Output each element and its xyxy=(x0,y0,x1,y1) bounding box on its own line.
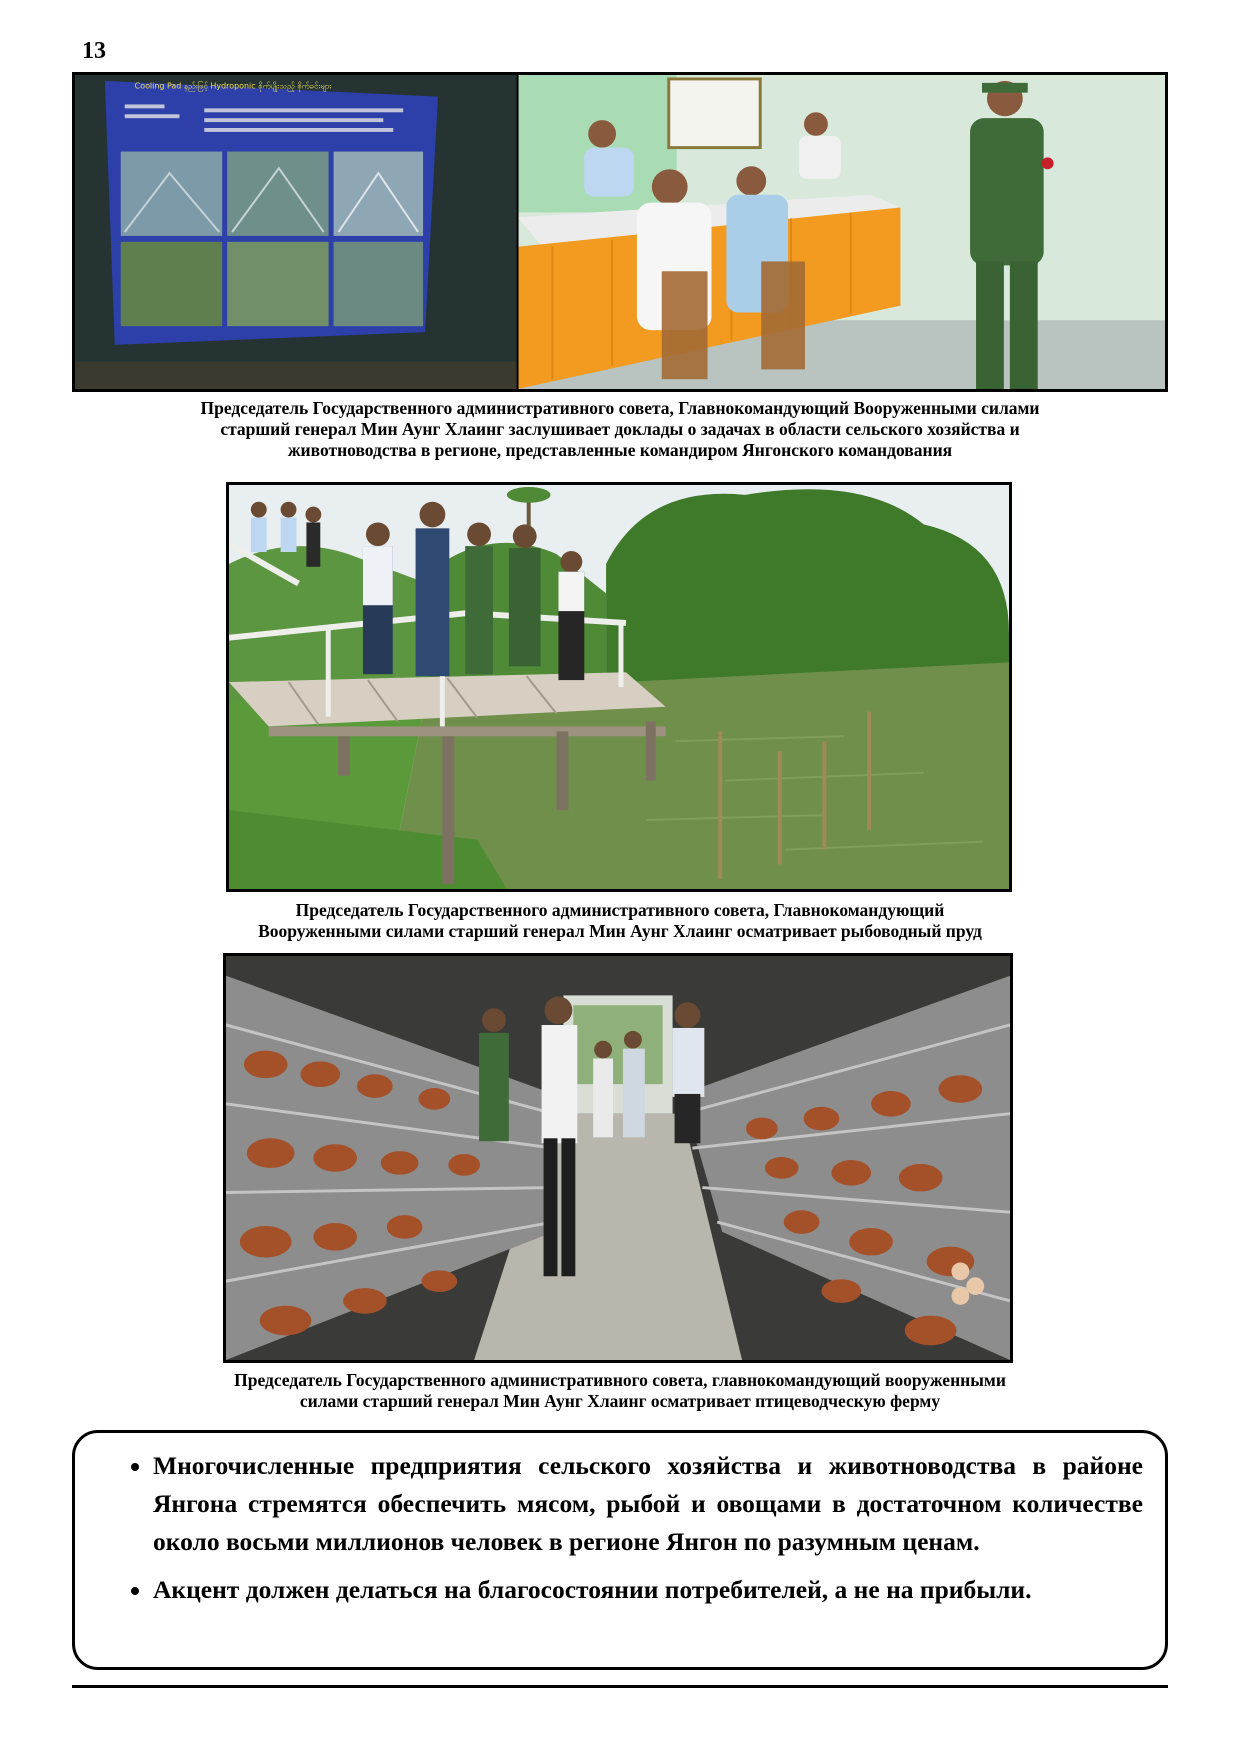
caption-line: силами старший генерал Мин Аунг Хлаинг осматривает птицеводческую ферму xyxy=(299,1391,941,1411)
caption-line: животноводства в регионе, представленные командиром Янгонского командования xyxy=(287,440,953,460)
photo-fish-pond xyxy=(226,482,1012,892)
page-number: 13 xyxy=(82,38,106,64)
caption-line: Председатель Государственного административного совета, главнокомандующий вооруженными xyxy=(234,1370,1006,1390)
bottom-rule xyxy=(72,1685,1168,1688)
caption-line: старший генерал Мин Аунг Хлаинг заслушивает доклады о задачах в области сельского хозяйства и xyxy=(220,419,1020,439)
fish-pond-illustration xyxy=(229,485,1009,889)
photo-briefing xyxy=(72,72,1168,392)
key-point: • Многочисленные предприятия сельского хозяйства и животноводства в районе Янгона стремятся обеспечить мясом, рыбой и овощами в достаточном количестве около восьми миллионов человек в регионе Янгон по разумным ценам. xyxy=(153,1447,1143,1561)
slide-title: Cooling Pad နည်းဖြင့် Hydroponic စိုက်ပျိုးသည့် စိုက်ခင်းများ xyxy=(134,81,332,91)
poultry-farm-illustration xyxy=(226,956,1010,1360)
key-point: • Акцент должен делаться на благосостоянии потребителей, а не на прибыли. xyxy=(153,1571,1143,1609)
key-points-box xyxy=(72,1430,1168,1670)
caption-fish-pond xyxy=(100,900,1140,942)
caption-line: Председатель Государственного административного совета, Главнокомандующий xyxy=(295,900,945,920)
key-points-list xyxy=(97,1447,1143,1609)
briefing-illustration xyxy=(75,75,1165,389)
photo-poultry-farm xyxy=(223,953,1013,1363)
wall-poster xyxy=(669,79,760,148)
caption-poultry-farm xyxy=(100,1370,1140,1412)
officer-uniform xyxy=(970,118,1044,265)
caption-line: Вооруженными силами старший генерал Мин Аунг Хлаинг осматривает рыбоводный пруд xyxy=(258,921,982,941)
caption-line: Председатель Государственного административного совета, Главнокомандующий Вооруженными силами xyxy=(200,398,1040,418)
caption-briefing xyxy=(100,398,1140,461)
